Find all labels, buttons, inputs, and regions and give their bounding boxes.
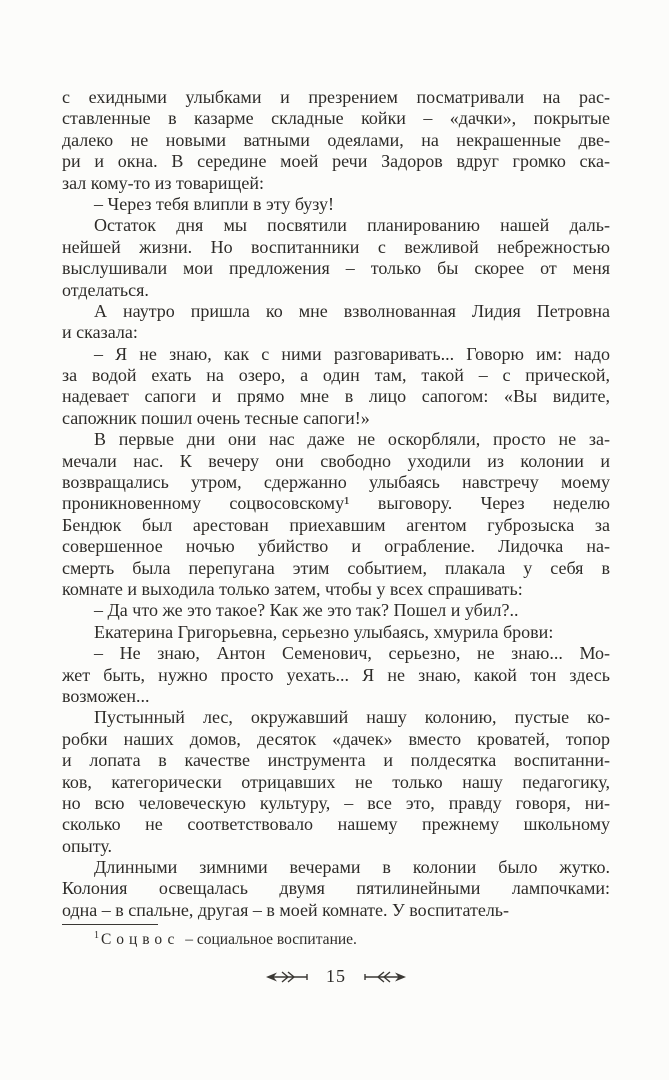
text-line: ков, категорически отрицавших не только нашу педагогику,: [62, 771, 610, 792]
text-line: выслушивали мои предложения – только бы скорее от меня: [62, 258, 610, 279]
body-text: [62, 87, 610, 921]
text-line: жет быть, нужно просто уехать... Я не знаю, какой тон здесь: [62, 664, 610, 685]
text-line: смерть была перепугана этим событием, плакала у себя в: [62, 557, 610, 578]
text-line: робки наших домов, десяток «дачек» вместо кроватей, топор: [62, 728, 610, 749]
text-line: Колония освещалась двумя пятилинейными лампочками:: [62, 878, 610, 899]
text-line: далеко не новыми ватными одеялами, на некрашенные две-: [62, 129, 610, 150]
text-line: возможен...: [62, 685, 150, 706]
text-line: возвращались утром, сдержанно улыбаясь навстречу моему: [62, 472, 610, 493]
text-line: с ехидными улыбками и презрением посматривали на рас-: [62, 87, 610, 107]
footnote: [62, 924, 610, 950]
text-line: А наутро пришла ко мне взволнованная Лидия Петровна: [94, 300, 610, 321]
text-line: за водой ехать на озеро, а один там, такой – с прической,: [62, 365, 610, 386]
text-line: сколько не соответствовало нашему прежнему школьному: [62, 814, 610, 835]
footer-ornament-right: [362, 970, 406, 984]
text-line: сапожник пошил очень тесные сапоги!»: [62, 407, 370, 428]
text-line: проникновенному соцвосовскому¹ выговору. Через неделю: [62, 493, 610, 514]
text-line: совершенное ночью убийство и ограбление. Лидочка на-: [62, 536, 610, 557]
page-footer: [62, 966, 610, 987]
text-line: надевает сапоги и прямо мне в лицо сапогом: «Вы видите,: [62, 386, 610, 407]
text-line: – Не знаю, Антон Семенович, серьезно, не знаю... Мо-: [94, 643, 610, 664]
text-line: Остаток дня мы посвятили планированию нашей даль-: [94, 215, 610, 236]
footnote-term: Соцвос: [101, 931, 180, 948]
footnote-text: [62, 930, 610, 950]
text-line: Пустынный лес, окружавший нашу колонию, пустые ко-: [94, 707, 610, 728]
text-line: нейшей жизни. Но воспитанники с вежливой небрежностью: [62, 236, 610, 257]
text-line: и сказала:: [62, 322, 138, 343]
footnote-body: – социальное воспитание.: [185, 931, 357, 948]
text-line: В первые дни они нас даже не оскорбляли, просто не за-: [94, 429, 610, 450]
text-line: ри и окна. В середине моей речи Задоров вдруг громко ска-: [62, 151, 610, 172]
text-line: – Я не знаю, как с ними разговаривать... Говорю им: надо: [94, 343, 610, 364]
text-line: но всю человеческую культуру, – все это, правду говоря, ни-: [62, 792, 610, 813]
text-line: Бендюк был арестован приехавшим агентом губрозыска за: [62, 514, 610, 535]
text-line: – Через тебя влипли в эту бузу!: [94, 193, 335, 214]
footnote-marker: 1: [94, 929, 99, 941]
text-line: и лопата в качестве инструмента и полдесятка воспитанни-: [62, 750, 610, 771]
text-line: одна – в спальне, другая – в моей комнате. У воспитатель-: [62, 899, 510, 920]
footer-ornament-left: [266, 970, 310, 984]
text-line: Екатерина Григорьевна, серьезно улыбаясь, хмурила брови:: [94, 621, 554, 642]
text-line: зал кому-то из товарищей:: [62, 172, 264, 193]
text-line: мечали нас. К вечеру они свободно уходили из колонии и: [62, 450, 610, 471]
text-line: отделаться.: [62, 279, 149, 300]
text-line: Длинными зимними вечерами в колонии было жутко.: [94, 857, 610, 878]
text-line: ставленные в казарме складные койки – «дачки», покрытые: [62, 108, 610, 129]
text-line: – Да что же это такое? Как же это так? Пошел и убил?..: [94, 600, 519, 621]
footnote-divider: [62, 924, 158, 925]
page-number: 15: [326, 966, 346, 986]
text-line: комнате и выходила только затем, чтобы у всех спрашивать:: [62, 578, 523, 599]
text-line: опыту.: [62, 835, 113, 856]
